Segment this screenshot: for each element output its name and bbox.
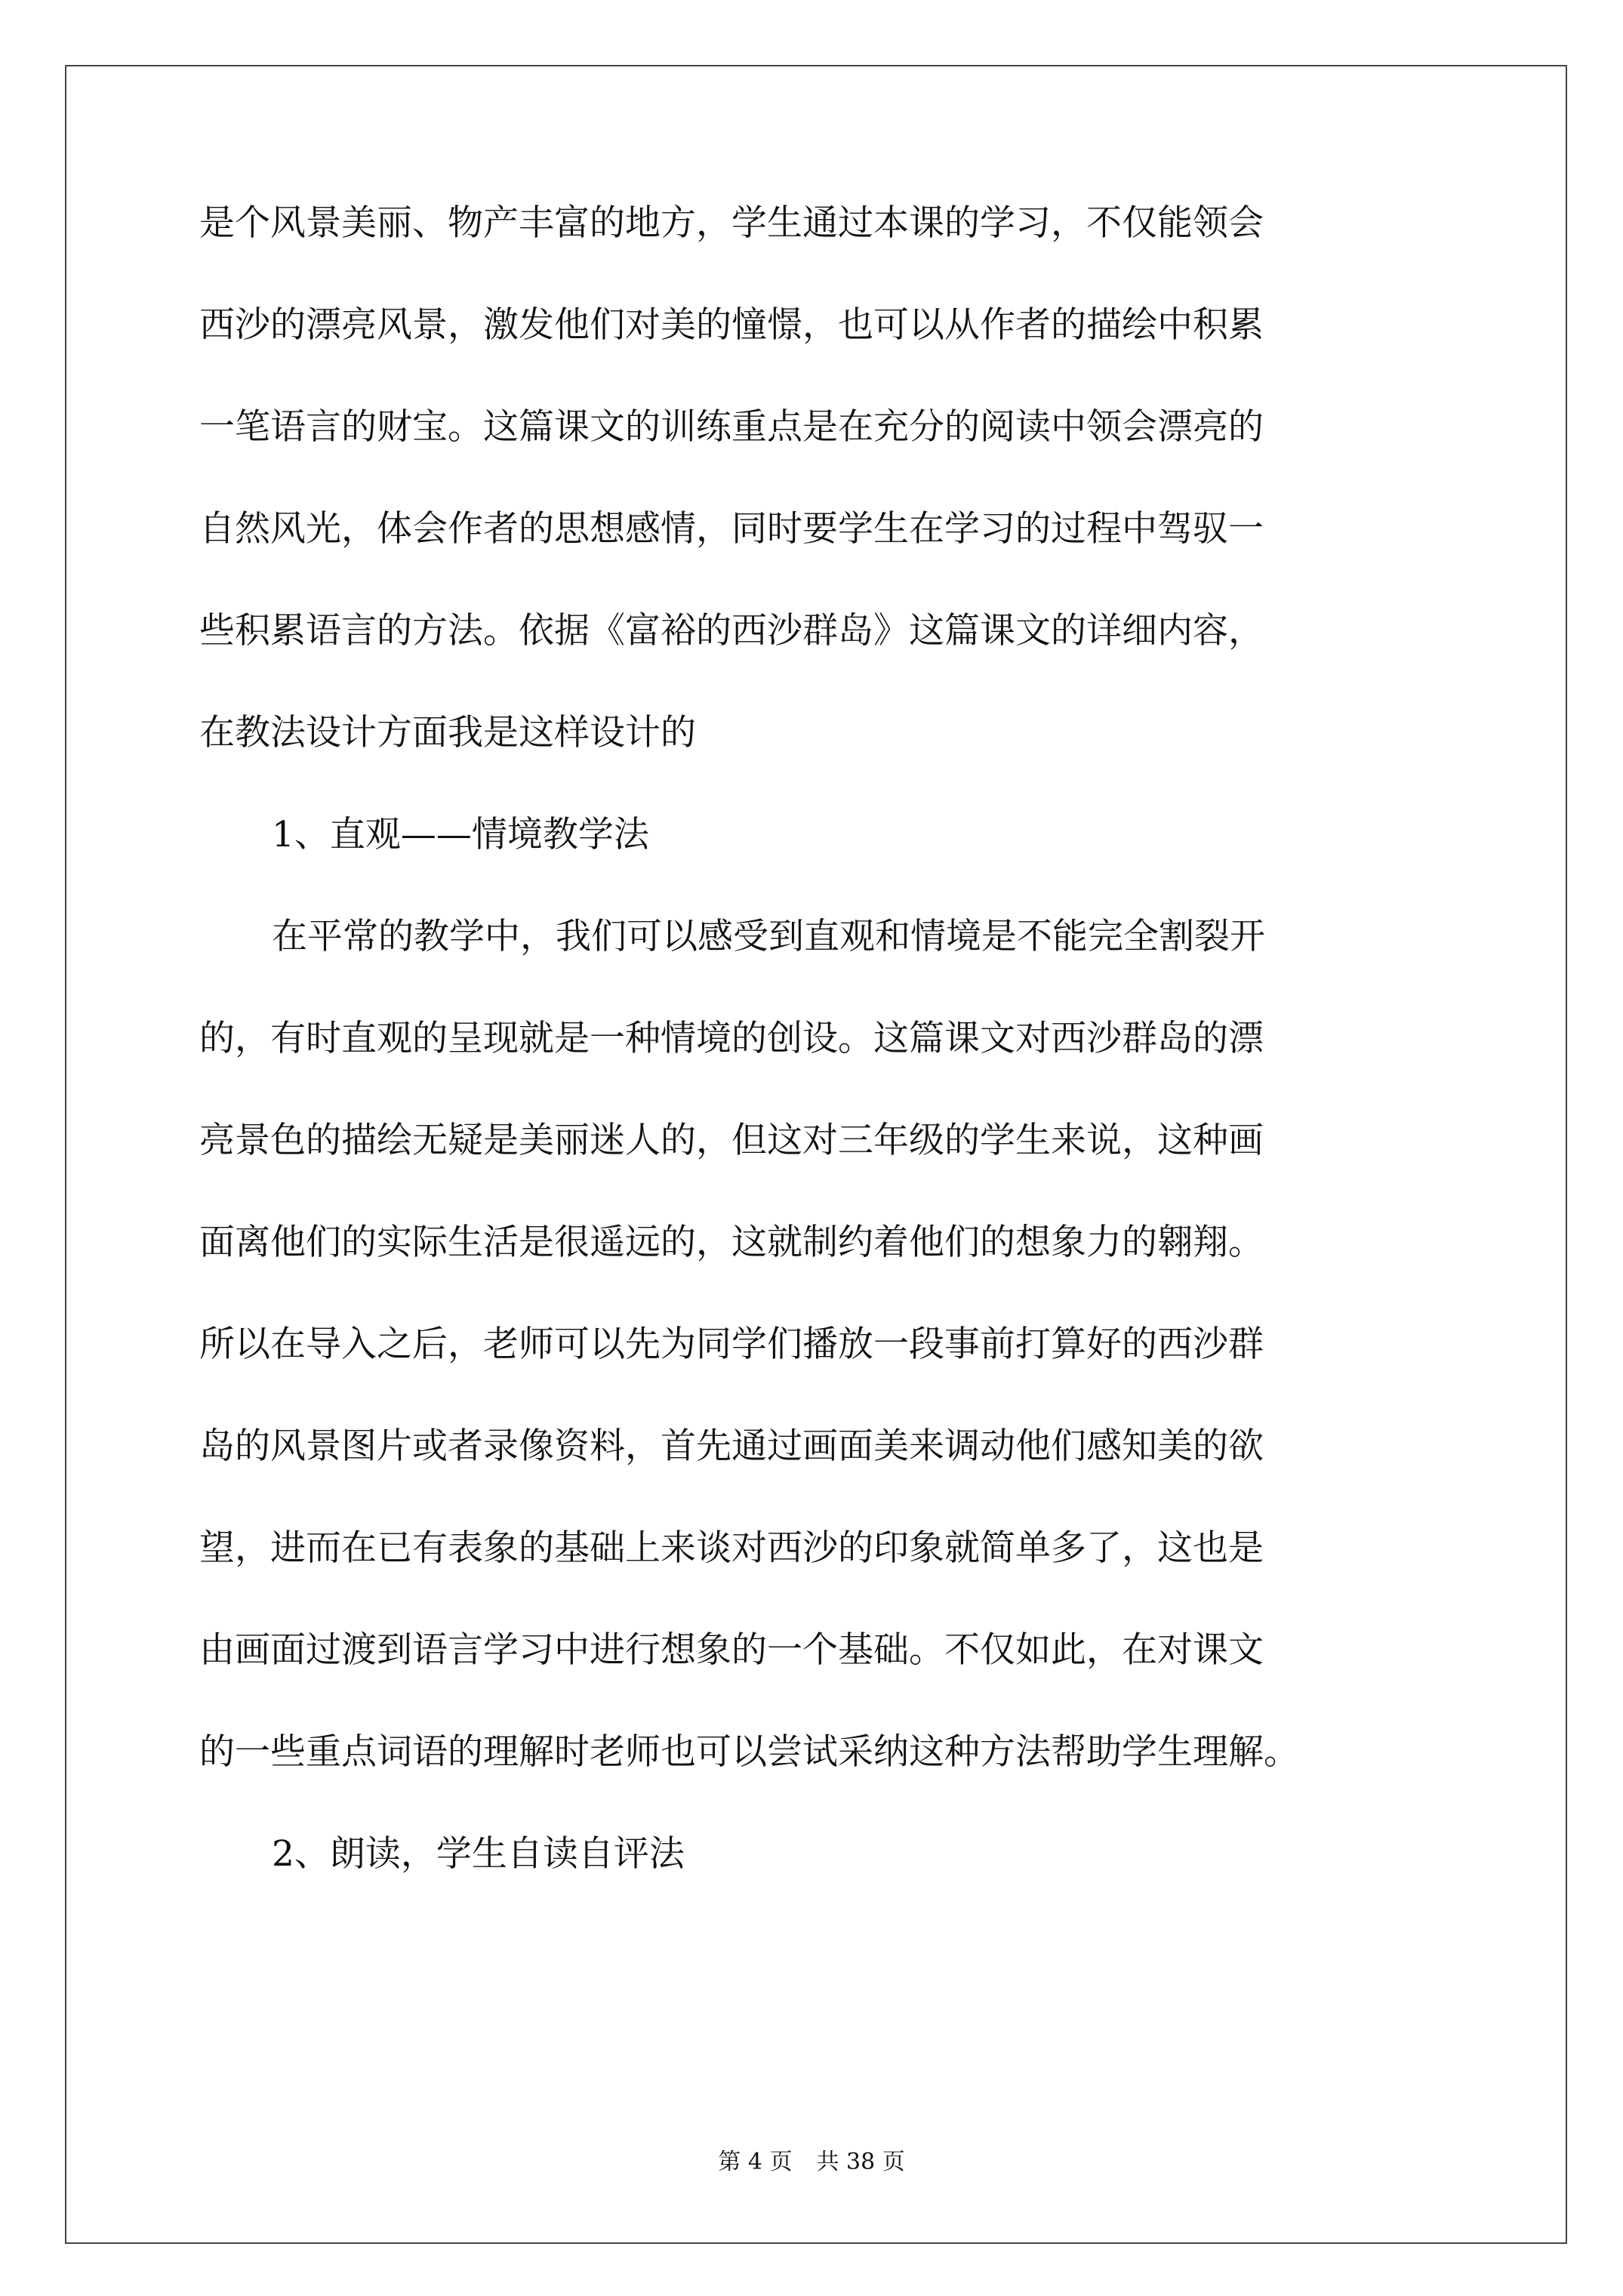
text-line: 自然风光，体会作者的思想感情，同时要学生在学习的过程中驾驭一 <box>199 508 1264 550</box>
text-line: 是个风景美丽、物产丰富的地方，学生通过本课的学习，不仅能领会 <box>199 202 1264 244</box>
page-footer <box>0 2143 1623 2176</box>
document-body <box>199 204 1437 1937</box>
section-heading: 2、朗读，学生自读自评法 <box>272 1833 685 1875</box>
text-line: 望，进而在已有表象的基础上来谈对西沙的印象就简单多了，这也是 <box>199 1527 1264 1569</box>
text-line: 面离他们的实际生活是很遥远的，这就制约着他们的想象力的翱翔。 <box>199 1222 1264 1263</box>
text-line: 亮景色的描绘无疑是美丽迷人的，但这对三年级的学生来说，这种画 <box>199 1120 1264 1161</box>
section-heading: 1、直观——情境教学法 <box>272 814 649 855</box>
text-line: 西沙的漂亮风景，激发他们对美的憧憬，也可以从作者的描绘中积累 <box>199 304 1264 346</box>
text-line: 所以在导入之后，老师可以先为同学们播放一段事前打算好的西沙群 <box>199 1324 1264 1365</box>
paragraph-first-line: 在平常的教学中，我们可以感受到直观和情境是不能完全割裂开 <box>272 916 1265 957</box>
text-line: 由画面过渡到语言学习中进行想象的一个基础。不仅如此，在对课文 <box>199 1629 1264 1671</box>
text-line: 的一些重点词语的理解时老师也可以尝试采纳这种方法帮助学生理解。 <box>199 1731 1299 1773</box>
text-line: 岛的风景图片或者录像资料，首先通过画面美来调动他们感知美的欲 <box>199 1425 1264 1467</box>
text-line: 一笔语言的财宝。这篇课文的训练重点是在充分的阅读中领会漂亮的 <box>199 406 1264 448</box>
total-pages: 共 38 页 <box>816 2149 905 2175</box>
text-line: 些积累语言的方法。依据《富裕的西沙群岛》这篇课文的详细内容， <box>199 610 1264 652</box>
text-line: 的，有时直观的呈现就是一种情境的创设。这篇课文对西沙群岛的漂 <box>199 1018 1264 1059</box>
text-line: 在教法设计方面我是这样设计的 <box>199 712 696 754</box>
page-number: 第 4 页 <box>718 2149 793 2175</box>
